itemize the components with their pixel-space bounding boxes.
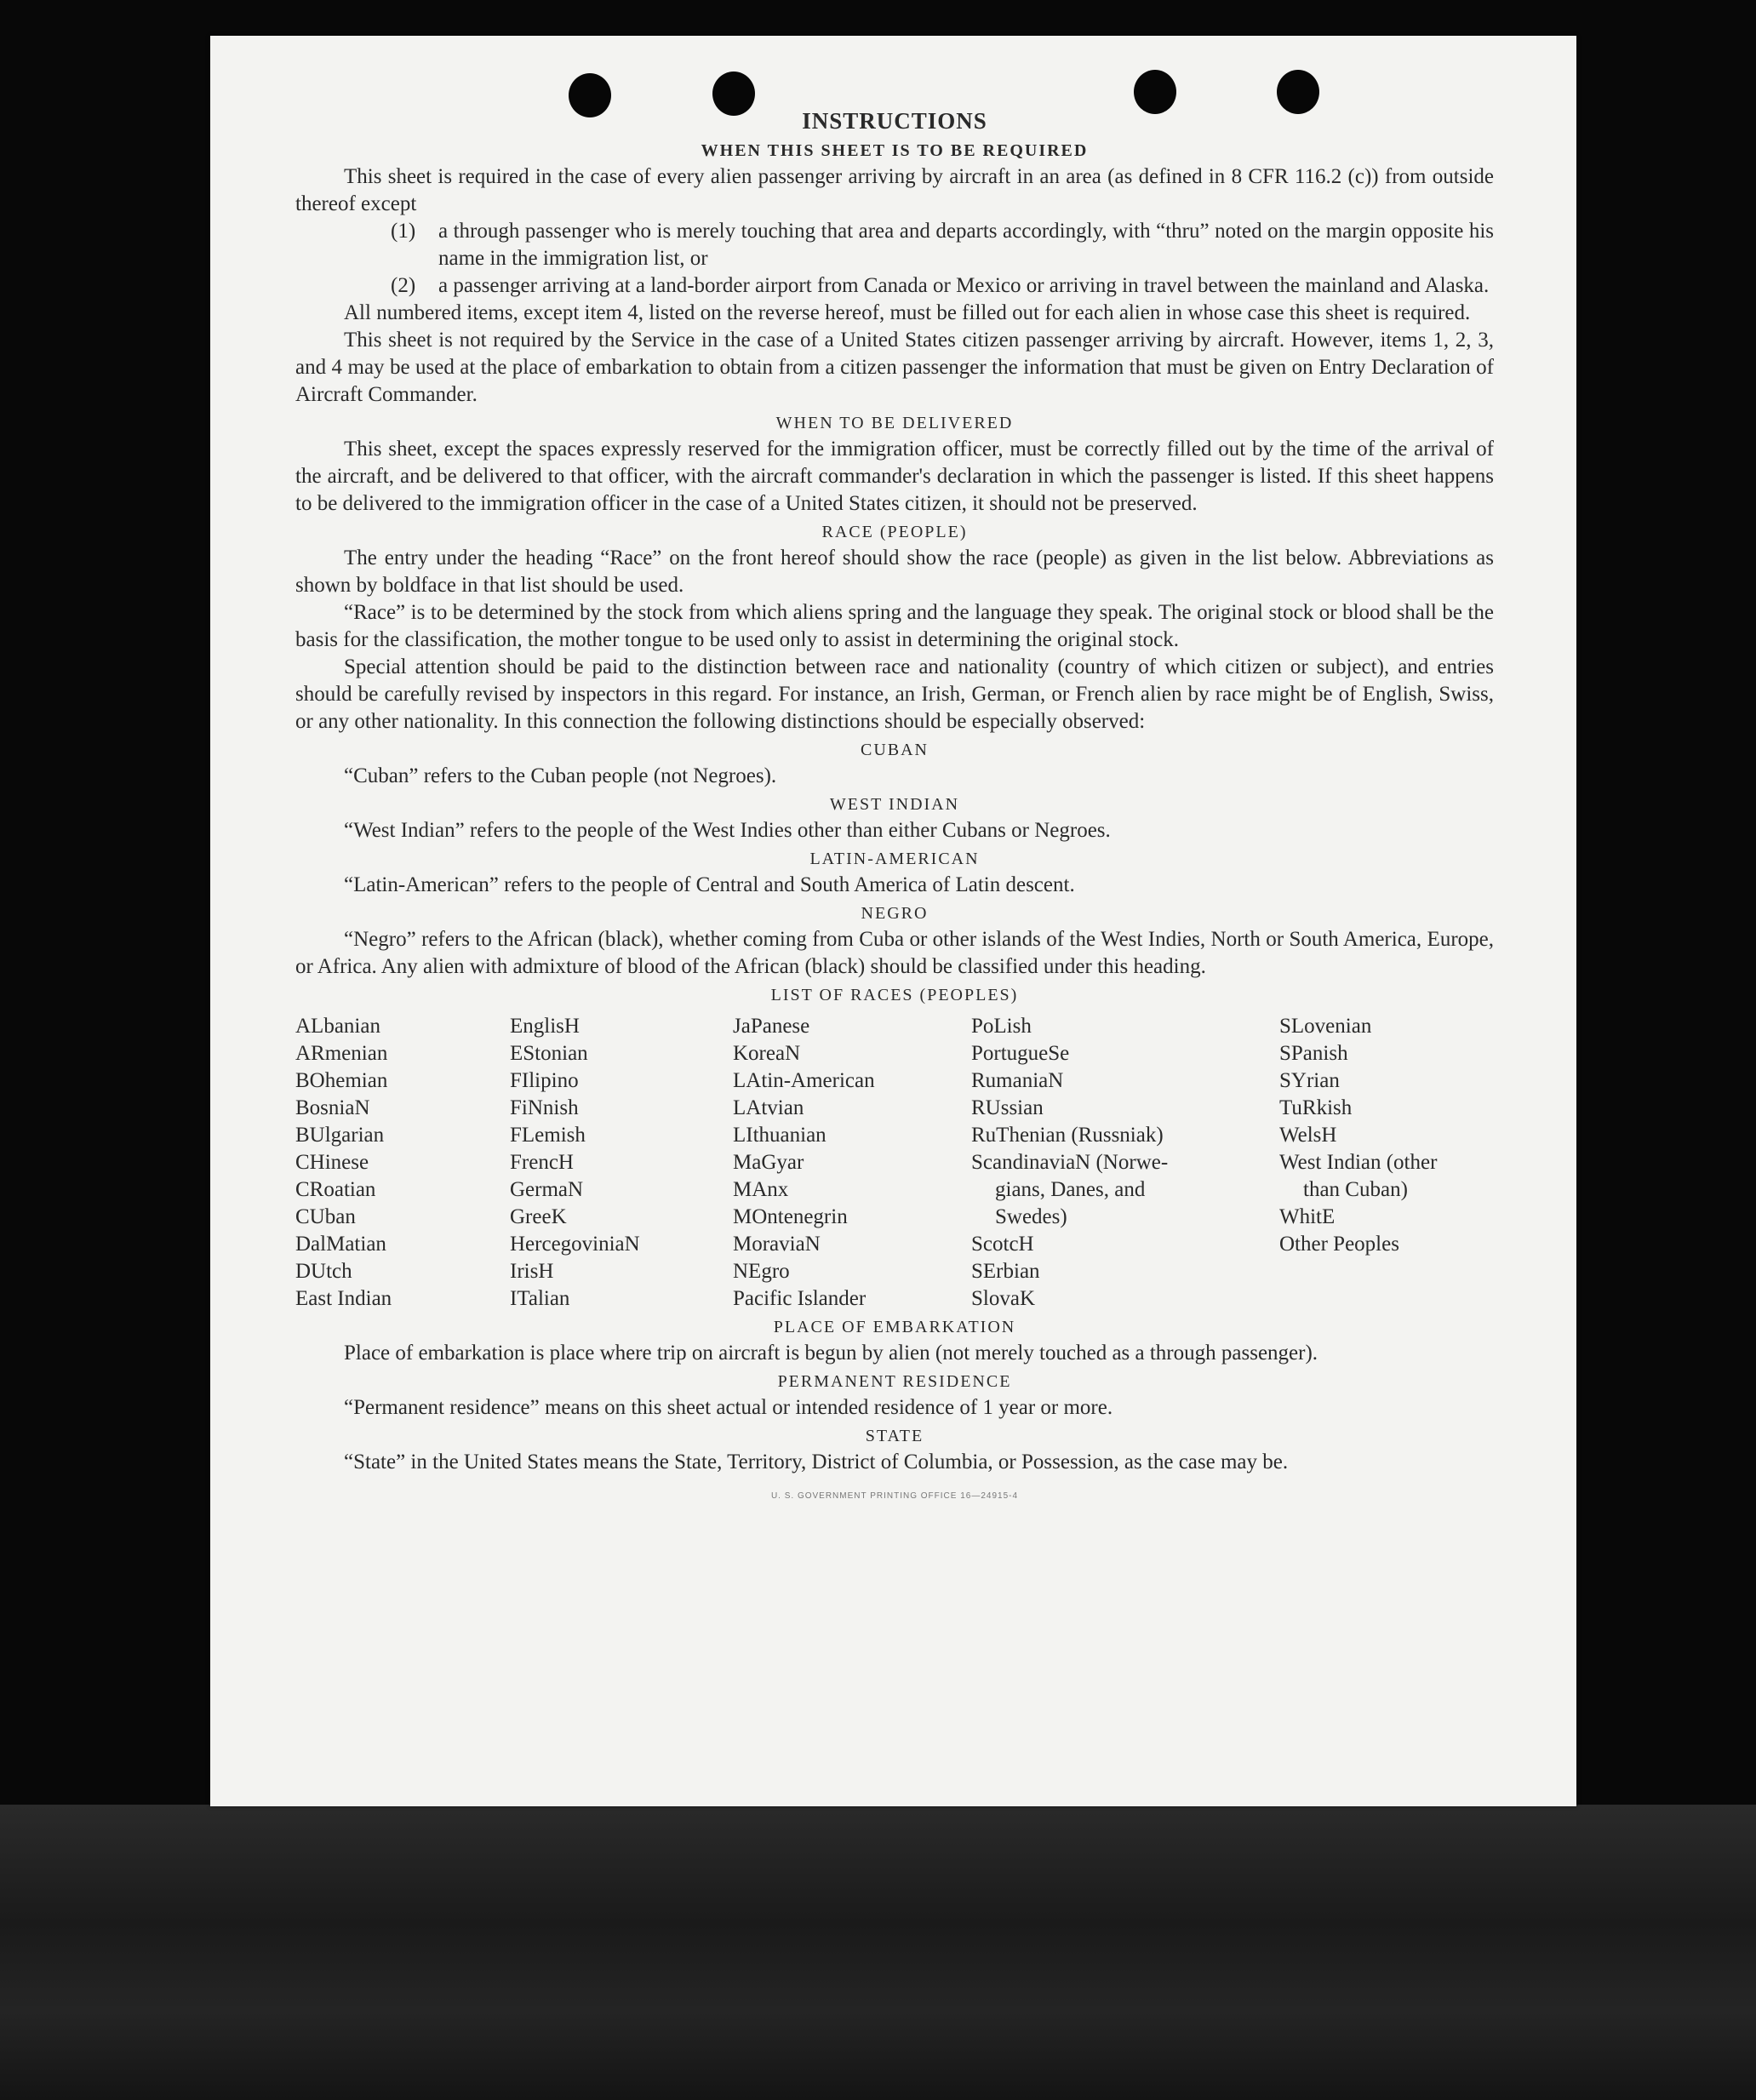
section-heading: LIST OF RACES (PEOPLES) — [770, 986, 1019, 1004]
race-column — [510, 1013, 733, 1313]
race-entry: MOntenegrin — [733, 1205, 848, 1228]
section-heading: STATE — [865, 1427, 924, 1445]
section-heading: PLACE OF EMBARKATION — [773, 1318, 1016, 1336]
race-entry: Other Peoples — [1279, 1233, 1399, 1256]
paragraph: This sheet is not required by the Service in the case of a United States citizen passenger arriving by aircraft. However, items 1, 2, 3, and 4 may be used at the place of embarkation to obtain from a citizen passenger the information that must be given on Entry Declaration of Aircraft Commander. — [295, 329, 1494, 406]
race-entry: RuThenian (Russniak) — [971, 1124, 1164, 1147]
race-entry: KoreaN — [733, 1042, 801, 1065]
race-column — [1279, 1013, 1494, 1313]
race-entry: SYrian — [1279, 1069, 1340, 1092]
paragraph: “State” in the United States means the State, Territory, District of Columbia, or Possession, as the case may be. — [344, 1451, 1289, 1473]
paragraph: All numbered items, except item 4, listed on the reverse hereof, must be filled out for each alien in whose case this sheet is required. — [344, 301, 1471, 324]
race-entry: SPanish — [1279, 1042, 1348, 1065]
paragraph: “Latin-American” refers to the people of Central and South America of Latin descent. — [344, 873, 1075, 896]
paragraph: “Cuban” refers to the Cuban people (not Negroes). — [344, 764, 777, 787]
paragraph: “Negro” refers to the African (black), whether coming from Cuba or other islands of the West Indies, North or South America, Europe, or Africa. Any alien with admixture of blood of the African (black) should be classified under this heading. — [295, 928, 1494, 978]
race-entry: SErbian — [971, 1260, 1040, 1283]
paragraph: This sheet is required in the case of every alien passenger arriving by aircraft in an area (as defined in 8 CFR 116.2 (c)) from outside thereof except — [295, 165, 1494, 215]
race-entry: CUban — [295, 1205, 356, 1228]
printer-imprint: U. S. GOVERNMENT PRINTING OFFICE 16—24915-4 — [770, 1491, 1019, 1501]
race-entry: BUlgarian — [295, 1124, 385, 1147]
section-heading: NEGRO — [861, 904, 929, 923]
race-entry: FrencH — [510, 1151, 574, 1174]
list-item — [295, 272, 1494, 300]
race-entry-continued: Swedes) — [995, 1205, 1067, 1228]
race-entry: DalMatian — [295, 1233, 386, 1256]
race-entry-continued: than Cuban) — [1303, 1178, 1408, 1201]
race-entry: WhitE — [1279, 1205, 1336, 1228]
race-entry: WelsH — [1279, 1124, 1337, 1147]
race-entry: EnglisH — [510, 1015, 580, 1038]
race-column — [733, 1013, 971, 1313]
race-entry: PortugueSe — [971, 1042, 1070, 1065]
paragraph: “Race” is to be determined by the stock from which aliens spring and the language they speak. The original stock or blood shall be the basis for the classification, the mother tongue to be used only to assist in determining the original stock. — [295, 601, 1494, 651]
race-entry: LIthuanian — [733, 1124, 827, 1147]
race-entry: FLemish — [510, 1124, 586, 1147]
race-entry: East Indian — [295, 1287, 392, 1310]
item-number: (2) — [391, 274, 416, 297]
paragraph: Place of embarkation is place where trip on aircraft is begun by alien (not merely touched as a through passenger). — [344, 1342, 1318, 1365]
race-entry: CRoatian — [295, 1178, 376, 1201]
race-entry: MAnx — [733, 1178, 789, 1201]
paragraph: This sheet, except the spaces expressly reserved for the immigration officer, must be correctly filled out by the time of the arrival of the aircraft, and be delivered to that officer, with the aircraft commander's declaration in which the passenger is listed. If this sheet happens to be delivered to the immigration officer in the case of a United States citizen, it should not be preserved. — [295, 438, 1494, 515]
race-entry: West Indian (other — [1279, 1151, 1438, 1174]
document-page — [210, 36, 1576, 1806]
race-entry: ARmenian — [295, 1042, 388, 1065]
race-list — [295, 1013, 1494, 1313]
paragraph: Special attention should be paid to the distinction between race and nationality (country of which citizen or subject), and entries should be carefully revised by inspectors in this regard. For instance, an Irish, German, or French alien by race might be of English, Swiss, or any other nationality. In this connection the following distinctions should be especially observed: — [295, 655, 1494, 733]
item-text: a passenger arriving at a land-border airport from Canada or Mexico or arriving in travel between the mainland and Alaska. — [438, 274, 1490, 297]
race-entry: DUtch — [295, 1260, 352, 1283]
instructions-body — [295, 106, 1494, 1510]
section-heading: WHEN TO BE DELIVERED — [775, 414, 1014, 432]
race-entry: HercegoviniaN — [510, 1233, 640, 1256]
section-heading: CUBAN — [860, 741, 929, 759]
section-heading: RACE (PEOPLE) — [821, 523, 968, 541]
race-entry: NEgro — [733, 1260, 790, 1283]
race-entry: Pacific Islander — [733, 1287, 867, 1310]
race-entry: LAtin-American — [733, 1069, 875, 1092]
race-entry: ITalian — [510, 1287, 570, 1310]
paragraph: The entry under the heading “Race” on the front hereof should show the race (people) as given in the list below. Abbreviations as shown by boldface in that list should be used. — [295, 546, 1494, 597]
race-entry: BOhemian — [295, 1069, 388, 1092]
race-entry: SLovenian — [1279, 1015, 1372, 1038]
section-heading: WHEN THIS SHEET IS TO BE REQUIRED — [701, 141, 1089, 160]
race-entry: LAtvian — [733, 1096, 804, 1119]
race-entry: SlovaK — [971, 1287, 1035, 1310]
section-heading: LATIN-AMERICAN — [809, 850, 980, 868]
race-entry: PoLish — [971, 1015, 1032, 1038]
item-number: (1) — [391, 220, 416, 243]
race-entry: RUssian — [971, 1096, 1044, 1119]
race-entry: JaPanese — [733, 1015, 810, 1038]
race-entry: IrisH — [510, 1260, 554, 1283]
scan-background — [0, 1805, 1756, 2100]
race-entry: GermaN — [510, 1178, 584, 1201]
race-entry: FiNnish — [510, 1096, 579, 1119]
paragraph: “West Indian” refers to the people of the West Indies other than either Cubans or Negroes. — [344, 819, 1111, 842]
race-entry-continued: gians, Danes, and — [995, 1178, 1146, 1201]
race-column — [971, 1013, 1279, 1313]
race-column — [295, 1013, 510, 1313]
section-heading: WEST INDIAN — [829, 795, 960, 814]
race-entry: ScotcH — [971, 1233, 1034, 1256]
race-entry: ALbanian — [295, 1015, 380, 1038]
race-entry: TuRkish — [1279, 1096, 1353, 1119]
race-entry: MoraviaN — [733, 1233, 821, 1256]
page-title: INSTRUCTIONS — [802, 108, 987, 134]
item-text: a through passenger who is merely touching that area and departs accordingly, with “thru” noted on the margin opposite his name in the immigration list, or — [438, 220, 1494, 270]
race-entry: RumaniaN — [971, 1069, 1064, 1092]
section-heading: PERMANENT RESIDENCE — [777, 1372, 1012, 1391]
race-entry: GreeK — [510, 1205, 567, 1228]
race-entry: EStonian — [510, 1042, 588, 1065]
race-entry: ScandinaviaN (Norwe- — [971, 1151, 1169, 1174]
race-entry: CHinese — [295, 1151, 369, 1174]
race-entry: FIlipino — [510, 1069, 579, 1092]
paragraph: “Permanent residence” means on this sheet actual or intended residence of 1 year or more. — [344, 1396, 1113, 1419]
race-entry: BosniaN — [295, 1096, 370, 1119]
race-entry: MaGyar — [733, 1151, 804, 1174]
list-item — [295, 218, 1494, 272]
